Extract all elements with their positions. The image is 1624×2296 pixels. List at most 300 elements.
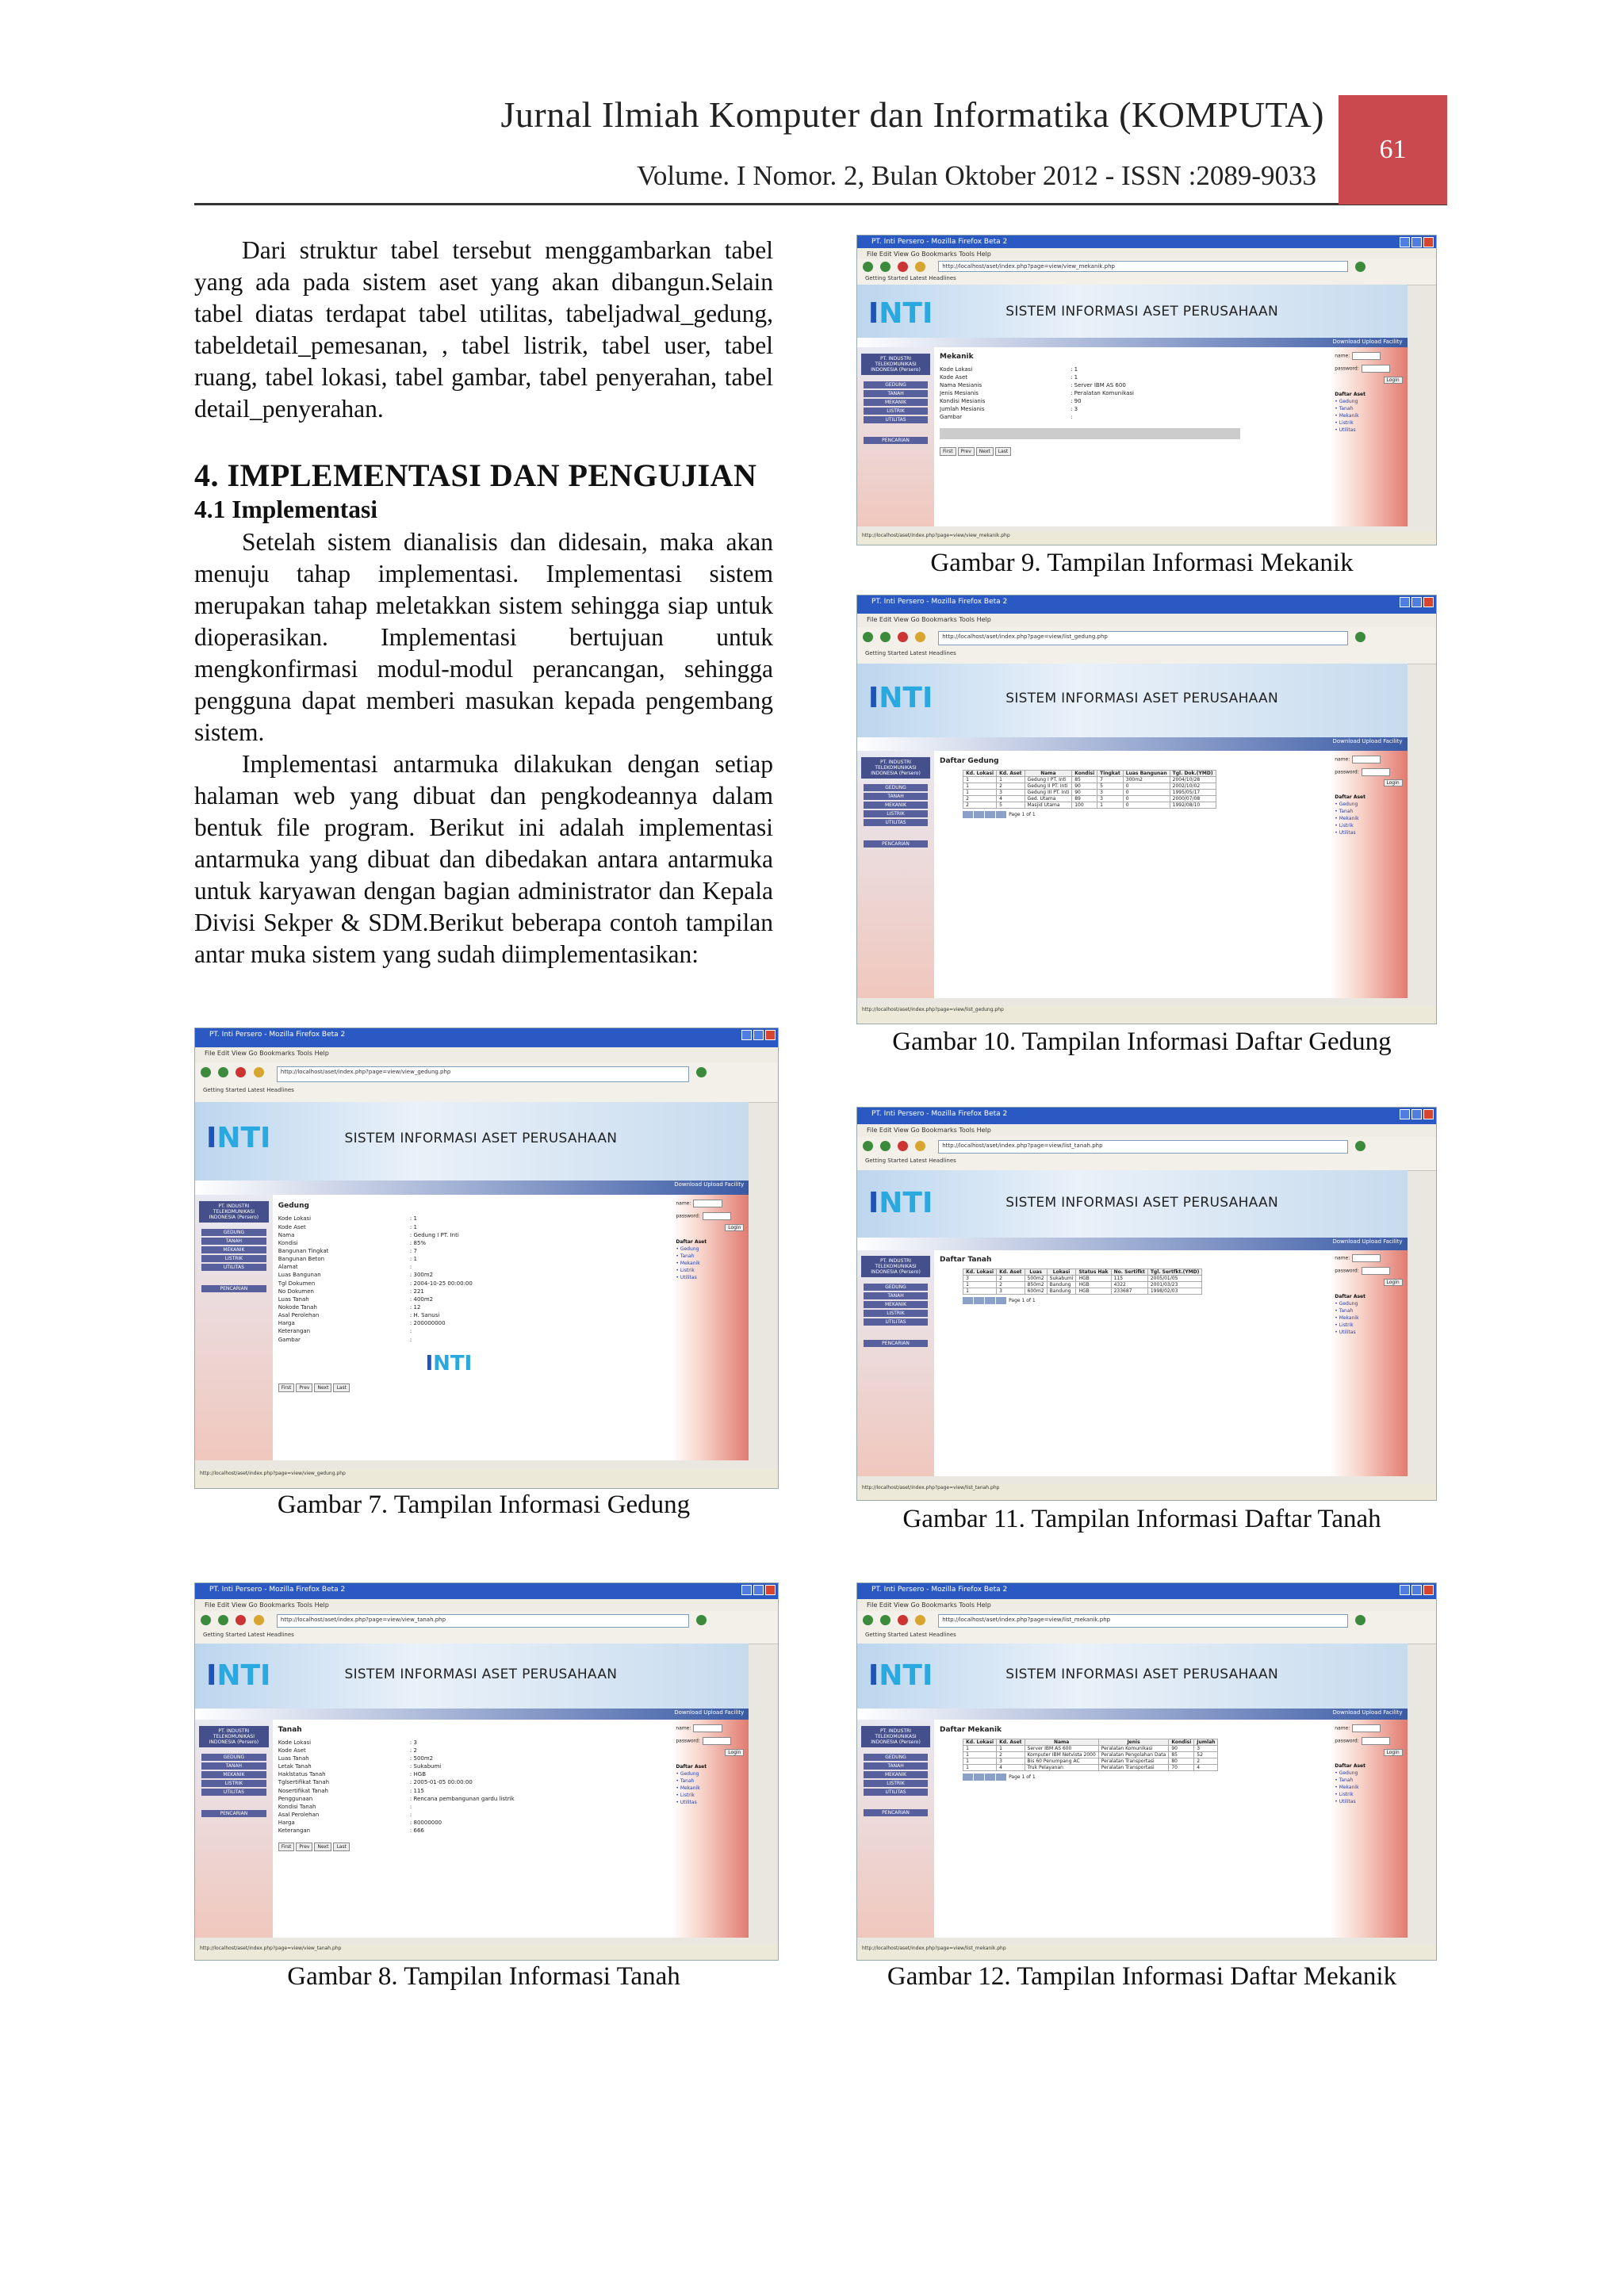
- nav-button[interactable]: First: [278, 1843, 295, 1851]
- side-menu-item[interactable]: PENCARIAN: [201, 1285, 266, 1292]
- company-label: PT. INDUSTRI TELEKOMUNIKASI INDONESIA (Persero): [861, 354, 930, 375]
- right-sidebar: [1330, 1720, 1407, 1937]
- back-icon[interactable]: [863, 632, 873, 642]
- side-menu-item[interactable]: PENCARIAN: [864, 840, 929, 848]
- home-icon[interactable]: [915, 632, 925, 642]
- menu-bar[interactable]: File Edit View Go Bookmarks Tools Help: [857, 1599, 1436, 1611]
- table-row[interactable]: [963, 1751, 1218, 1758]
- nav-button[interactable]: Last: [995, 447, 1012, 456]
- company-label: PT. INDUSTRI TELEKOMUNIKASI INDONESIA (Persero): [861, 1726, 930, 1747]
- forward-icon[interactable]: [880, 262, 891, 272]
- detail-row: Penggunaan : Rencana pembangunan gardu listrik: [278, 1795, 515, 1802]
- asset-list-link[interactable]: • Utilitas: [1335, 1329, 1356, 1335]
- side-menu-item[interactable]: UTILITAS: [864, 416, 929, 423]
- table-cell: 85: [1072, 777, 1097, 783]
- table-cell: 70: [1169, 1764, 1194, 1770]
- minimize-icon[interactable]: [1400, 1585, 1410, 1595]
- maximize-icon[interactable]: [1411, 1585, 1422, 1595]
- caption-fig7: Gambar 7. Tampilan Informasi Gedung: [277, 1490, 691, 1519]
- asset-list-link[interactable]: • Mekanik: [1335, 1785, 1359, 1791]
- bookmarks-bar[interactable]: Getting Started Latest Headlines: [857, 649, 1436, 664]
- main-content: [940, 757, 1324, 991]
- nav-button[interactable]: First: [940, 447, 956, 456]
- asset-list-link[interactable]: • Tanah: [676, 1777, 695, 1784]
- asset-list-link[interactable]: • Utilitas: [676, 1274, 697, 1280]
- address-bar[interactable]: http://localhost/aset/index.php?page=view/list_mekanik.php: [938, 1614, 1348, 1627]
- detail-row: Jenis Mesianis : Peralatan Komunikasi: [940, 389, 1135, 396]
- login-password-label: password:: [676, 1212, 744, 1220]
- site-banner: [195, 1644, 749, 1711]
- address-bar[interactable]: http://localhost/aset/index.php?page=view/view_mekanik.php: [938, 261, 1348, 272]
- table-header: Lokasi: [1047, 1269, 1076, 1276]
- detail-row: No Dokumen : 221: [278, 1288, 424, 1295]
- close-icon[interactable]: [1423, 237, 1434, 247]
- stop-icon[interactable]: [236, 1067, 246, 1077]
- content-heading: Daftar Tanah: [940, 1256, 992, 1265]
- side-menu-item[interactable]: LISTRIK: [864, 1780, 929, 1787]
- forward-icon[interactable]: [218, 1067, 228, 1077]
- facility-bar[interactable]: Download Upload Facility: [857, 338, 1408, 347]
- minimize-icon[interactable]: [1400, 237, 1410, 247]
- table-cell: 1: [963, 1288, 997, 1295]
- paragraph-1: Dari struktur tabel tersebut menggambarkan tabel yang ada pada sistem aset yang akan dibangun.Selain tabel diatas terdapat tabel utilitas, tabeljadwal_gedung, tabeldetail_pemesanan, , tabel listrik, tabel user, tabel ruang, tabel lokasi, tabel gambar, tabel penyerahan, tabel detail_penyerahan.: [194, 236, 773, 423]
- table-cell: 3: [1194, 1745, 1218, 1751]
- side-menu-item[interactable]: GEDUNG: [201, 1754, 266, 1761]
- table-cell: 2004/10/28: [1170, 777, 1216, 783]
- stop-icon[interactable]: [898, 1141, 908, 1151]
- pager-button[interactable]: [996, 1774, 1006, 1781]
- table-cell: 2: [997, 1751, 1025, 1758]
- maximize-icon[interactable]: [1411, 597, 1422, 607]
- forward-icon[interactable]: [880, 632, 891, 642]
- asset-list-link[interactable]: • Gedung: [1335, 398, 1358, 404]
- minimize-icon[interactable]: [1400, 597, 1410, 607]
- caption-fig10: Gambar 10. Tampilan Informasi Daftar Gedung: [892, 1027, 1392, 1056]
- asset-list-link[interactable]: • Listrik: [1335, 823, 1354, 829]
- table-row[interactable]: [963, 1282, 1202, 1288]
- side-menu-item[interactable]: TANAH: [864, 793, 929, 800]
- asset-list-link[interactable]: • Gedung: [676, 1770, 699, 1777]
- asset-list-link[interactable]: • Gedung: [1335, 802, 1358, 808]
- side-menu-item[interactable]: TANAH: [864, 390, 929, 397]
- journal-volume: Volume. I Nomor. 2, Bulan Oktober 2012 - ISSN :2089-9033: [637, 160, 1316, 191]
- login-name-input[interactable]: [1352, 756, 1381, 763]
- nav-button[interactable]: First: [278, 1383, 295, 1392]
- side-menu-item[interactable]: UTILITAS: [201, 1264, 266, 1271]
- back-icon[interactable]: [863, 1615, 873, 1625]
- table-row[interactable]: [963, 783, 1216, 790]
- side-menu-item[interactable]: PENCARIAN: [201, 1810, 266, 1817]
- asset-list-link[interactable]: • Tanah: [1335, 809, 1354, 815]
- detail-row: Haklstatus Tanah : HGB: [278, 1771, 426, 1778]
- close-icon[interactable]: [765, 1030, 776, 1040]
- maximize-icon[interactable]: [753, 1585, 764, 1595]
- close-icon[interactable]: [1423, 597, 1434, 607]
- login-name-input[interactable]: [693, 1724, 722, 1732]
- asset-list-link[interactable]: • Utilitas: [1335, 830, 1356, 836]
- login-name-label: name:: [676, 1724, 744, 1732]
- pager-button[interactable]: [963, 1297, 973, 1304]
- company-label: PT. INDUSTRI TELEKOMUNIKASI INDONESIA (Persero): [861, 1256, 930, 1277]
- right-sidebar: [1330, 347, 1407, 526]
- side-menu-item[interactable]: UTILITAS: [864, 1789, 929, 1796]
- asset-list-link[interactable]: • Tanah: [1335, 1777, 1354, 1784]
- asset-list-link[interactable]: • Utilitas: [1335, 1799, 1356, 1805]
- table-row[interactable]: [963, 1764, 1218, 1770]
- go-icon[interactable]: [696, 1067, 707, 1077]
- screenshot-fig7: [194, 1027, 779, 1489]
- login-password-label: password:: [1335, 768, 1402, 776]
- go-icon[interactable]: [1355, 1141, 1365, 1151]
- asset-list-link[interactable]: • Gedung: [1335, 1300, 1358, 1307]
- pager-button[interactable]: [963, 811, 973, 818]
- address-bar[interactable]: http://localhost/aset/index.php?page=view/list_gedung.php: [938, 631, 1348, 645]
- minimize-icon[interactable]: [741, 1585, 752, 1595]
- asset-list-link[interactable]: • Tanah: [676, 1253, 695, 1259]
- login-button[interactable]: Login: [1384, 377, 1403, 384]
- asset-list: Daftar Aset • Gedung • Tanah • Mekanik • Listrik • Utilitas: [676, 1238, 744, 1281]
- table-cell: HGB: [1076, 1288, 1111, 1295]
- pager-button[interactable]: [974, 1774, 984, 1781]
- side-menu-item[interactable]: TANAH: [864, 1292, 929, 1299]
- side-menu-item[interactable]: LISTRIK: [864, 408, 929, 415]
- asset-list-link[interactable]: • Mekanik: [1335, 412, 1359, 419]
- table-cell: 0: [1123, 796, 1170, 802]
- table-cell: 2: [997, 1276, 1025, 1282]
- side-menu-item[interactable]: UTILITAS: [864, 1318, 929, 1326]
- table-cell: Bandung: [1047, 1282, 1076, 1288]
- pager-button[interactable]: [996, 1297, 1006, 1304]
- content-heading: Mekanik: [940, 352, 974, 361]
- nav-button[interactable]: Prev: [296, 1383, 312, 1392]
- nav-button[interactable]: Last: [333, 1843, 350, 1851]
- back-icon[interactable]: [863, 262, 873, 272]
- close-icon[interactable]: [1423, 1109, 1434, 1119]
- side-menu-item[interactable]: MEKANIK: [864, 1301, 929, 1308]
- table-cell: 2000/07/08: [1170, 796, 1216, 802]
- table-cell: HGB: [1076, 1282, 1111, 1288]
- facility-bar[interactable]: Download Upload Facility: [195, 1181, 749, 1195]
- stop-icon[interactable]: [898, 632, 908, 642]
- asset-list-link[interactable]: • Listrik: [676, 1792, 695, 1798]
- table-cell: 90: [1169, 1745, 1194, 1751]
- login-name-input[interactable]: [1352, 1724, 1381, 1732]
- login-name-input[interactable]: [1352, 352, 1381, 360]
- side-menu-item[interactable]: MEKANIK: [201, 1771, 266, 1778]
- table-cell: 1: [963, 1282, 997, 1288]
- pager-button[interactable]: [974, 811, 984, 818]
- detail-row: Kode Aset : 1: [278, 1223, 417, 1230]
- side-menu-item[interactable]: TANAH: [201, 1762, 266, 1770]
- close-icon[interactable]: [765, 1585, 776, 1595]
- data-table: [963, 770, 1216, 809]
- detail-row: Nama : Gedung I PT. Inti: [278, 1231, 459, 1238]
- nav-button[interactable]: Next: [314, 1383, 331, 1392]
- login-button[interactable]: Login: [1384, 1279, 1403, 1286]
- side-menu-item[interactable]: LISTRIK: [201, 1255, 266, 1262]
- nav-button[interactable]: Next: [976, 447, 994, 456]
- detail-row: Kode Lokasi : 1: [278, 1215, 417, 1223]
- login-button[interactable]: Login: [725, 1224, 744, 1231]
- login-password-input[interactable]: [1362, 768, 1390, 776]
- asset-list-link[interactable]: • Mekanik: [1335, 1314, 1359, 1321]
- nav-button[interactable]: Prev: [296, 1843, 312, 1851]
- data-table: [963, 1269, 1202, 1295]
- left-sidebar: [857, 751, 934, 998]
- login-button[interactable]: Login: [1384, 779, 1403, 786]
- home-icon[interactable]: [915, 1141, 925, 1151]
- side-menu-item[interactable]: MEKANIK: [864, 802, 929, 809]
- pager-button[interactable]: [985, 1774, 995, 1781]
- menu-bar[interactable]: File Edit View Go Bookmarks Tools Help: [857, 614, 1436, 627]
- paragraph-3: Implementasi antarmuka dilakukan dengan setiap halaman web yang dibuat dan pengkodeannya dalam bentuk file program. Berikut ini adalah implementasi antarmuka yang dibuat dan dibedakan antara antarmuka untuk karyawan dengan bagian administrator dan Kepala Divisi Sekper & SDM.Berikut beberapa contoh tampilan antar muka sistem yang sudah diimplementasikan:: [194, 750, 773, 968]
- stop-icon[interactable]: [898, 262, 908, 272]
- table-cell: 4: [997, 1764, 1025, 1770]
- nav-button[interactable]: Next: [314, 1843, 331, 1851]
- asset-list: Daftar Aset • Gedung • Tanah • Mekanik • Listrik • Utilitas: [1335, 1293, 1402, 1336]
- asset-list-link[interactable]: • Mekanik: [676, 1785, 700, 1791]
- back-icon[interactable]: [201, 1615, 211, 1625]
- main-content: [278, 1726, 666, 1931]
- login-name-input[interactable]: [693, 1200, 722, 1207]
- address-bar[interactable]: http://localhost/aset/index.php?page=view/view_tanah.php: [277, 1614, 690, 1627]
- detail-row: Kode Aset : 1: [940, 373, 1078, 381]
- record-nav: [940, 447, 1324, 456]
- side-menu-item[interactable]: MEKANIK: [201, 1246, 266, 1253]
- side-menu-item[interactable]: PENCARIAN: [864, 1809, 929, 1816]
- go-icon[interactable]: [1355, 262, 1365, 272]
- login-name-label: name:: [1335, 1254, 1402, 1262]
- detail-row: Luas Bangunan : 300m2: [278, 1272, 434, 1279]
- login-password-label: password:: [1335, 365, 1402, 373]
- table-row[interactable]: [963, 1758, 1218, 1764]
- asset-list-link[interactable]: • Gedung: [1335, 1770, 1358, 1777]
- login-password-label: password:: [676, 1737, 744, 1745]
- table-header: Kd. Aset: [997, 771, 1025, 777]
- side-menu-item[interactable]: GEDUNG: [864, 1284, 929, 1291]
- close-icon[interactable]: [1423, 1585, 1434, 1595]
- right-sidebar: [672, 1720, 749, 1937]
- facility-bar[interactable]: Download Upload Facility: [857, 1709, 1408, 1720]
- address-bar[interactable]: http://localhost/aset/index.php?page=view/list_tanah.php: [938, 1140, 1348, 1154]
- table-cell: Bandung: [1047, 1288, 1076, 1295]
- forward-icon[interactable]: [880, 1615, 891, 1625]
- stop-icon[interactable]: [236, 1615, 246, 1625]
- menu-bar[interactable]: File Edit View Go Bookmarks Tools Help: [195, 1047, 778, 1062]
- maximize-icon[interactable]: [1411, 237, 1422, 247]
- side-menu-item[interactable]: TANAH: [864, 1762, 929, 1770]
- asset-list-link[interactable]: • Listrik: [676, 1267, 695, 1273]
- side-menu-item[interactable]: GEDUNG: [864, 1754, 929, 1761]
- asset-list-link[interactable]: • Listrik: [1335, 1792, 1354, 1798]
- asset-list-link[interactable]: • Tanah: [1335, 405, 1354, 411]
- content-heading: Tanah: [278, 1725, 302, 1734]
- back-icon[interactable]: [863, 1141, 873, 1151]
- forward-icon[interactable]: [880, 1141, 891, 1151]
- bookmarks-bar[interactable]: Getting Started Latest Headlines: [195, 1630, 778, 1644]
- back-icon[interactable]: [201, 1067, 211, 1077]
- asset-list: Daftar Aset • Gedung • Tanah • Mekanik • Listrik • Utilitas: [1335, 391, 1402, 434]
- table-cell: Server IBM AS 600: [1025, 1745, 1098, 1751]
- table-row[interactable]: [963, 796, 1216, 802]
- facility-bar[interactable]: Download Upload Facility: [857, 1238, 1408, 1249]
- table-cell: 80: [1169, 1758, 1194, 1764]
- menu-bar[interactable]: File Edit View Go Bookmarks Tools Help: [195, 1599, 778, 1611]
- side-menu-item[interactable]: UTILITAS: [864, 819, 929, 826]
- login-password-input[interactable]: [1362, 1737, 1390, 1745]
- login-password-input[interactable]: [1362, 365, 1390, 373]
- table-cell: 600m2: [1025, 1288, 1047, 1295]
- pager-button[interactable]: [985, 1297, 995, 1304]
- table-cell: Gedung III PT. Inti: [1025, 790, 1072, 796]
- pager: Page 1 of 1: [963, 1774, 1324, 1781]
- table-cell: 3: [997, 1758, 1025, 1764]
- minimize-icon[interactable]: [741, 1030, 752, 1040]
- side-menu-item[interactable]: TANAH: [201, 1238, 266, 1245]
- data-table: [963, 1739, 1218, 1771]
- forward-icon[interactable]: [218, 1615, 228, 1625]
- nav-button[interactable]: Prev: [958, 447, 975, 456]
- subsection-heading: 4.1 Implementasi: [194, 496, 377, 523]
- bookmarks-bar[interactable]: Getting Started Latest Headlines: [857, 274, 1436, 285]
- minimize-icon[interactable]: [1400, 1109, 1410, 1119]
- left-sidebar: [857, 347, 934, 526]
- side-menu-item[interactable]: PENCARIAN: [864, 437, 929, 444]
- facility-bar[interactable]: Download Upload Facility: [857, 737, 1408, 751]
- side-menu-item[interactable]: MEKANIK: [864, 399, 929, 406]
- table-cell: 85: [1169, 1751, 1194, 1758]
- caption-fig11: Gambar 11. Tampilan Informasi Daftar Tanah: [902, 1505, 1381, 1533]
- side-menu-item[interactable]: LISTRIK: [864, 1310, 929, 1317]
- detail-row: Kode Lokasi : 1: [940, 365, 1078, 373]
- table-row[interactable]: [963, 777, 1216, 783]
- asset-list-link[interactable]: • Utilitas: [676, 1799, 697, 1805]
- side-menu-item[interactable]: UTILITAS: [201, 1789, 266, 1796]
- content-heading: Daftar Gedung: [940, 757, 999, 766]
- site-title: SISTEM INFORMASI ASET PERUSAHAAN: [1005, 1194, 1278, 1211]
- asset-list-link[interactable]: • Listrik: [1335, 419, 1354, 426]
- table-row[interactable]: [963, 1745, 1218, 1751]
- asset-list-link[interactable]: • Utilitas: [1335, 427, 1356, 433]
- detail-row: Kondisi Tanah :: [278, 1803, 412, 1810]
- web-page: [857, 664, 1408, 997]
- side-menu-item[interactable]: LISTRIK: [201, 1780, 266, 1787]
- go-icon[interactable]: [696, 1615, 707, 1625]
- table-cell: 1: [1097, 802, 1124, 809]
- table-cell: 4: [1194, 1764, 1218, 1770]
- home-icon[interactable]: [915, 1615, 925, 1625]
- site-title: SISTEM INFORMASI ASET PERUSAHAAN: [344, 1667, 618, 1683]
- login-password-input[interactable]: [1362, 1267, 1390, 1275]
- table-cell: 4322: [1111, 1282, 1147, 1288]
- table-cell: 1998/02/03: [1147, 1288, 1202, 1295]
- table-cell: 500m2: [1025, 1276, 1047, 1282]
- pager-button[interactable]: [996, 811, 1006, 818]
- table-row[interactable]: [963, 1288, 1202, 1295]
- table-row[interactable]: [963, 790, 1216, 796]
- content-heading: Daftar Mekanik: [940, 1725, 1002, 1734]
- main-content: [940, 1726, 1324, 1931]
- side-menu-item[interactable]: LISTRIK: [864, 810, 929, 817]
- table-cell: Bis 60 Penumpang AC: [1025, 1758, 1098, 1764]
- facility-bar[interactable]: Download Upload Facility: [195, 1709, 749, 1720]
- paragraph-block: [194, 526, 773, 970]
- side-menu-item[interactable]: GEDUNG: [864, 381, 929, 388]
- go-icon[interactable]: [1355, 632, 1365, 642]
- table-cell: 3: [1097, 796, 1124, 802]
- address-bar[interactable]: http://localhost/aset/index.php?page=view/view_gedung.php: [277, 1066, 690, 1081]
- asset-list-link[interactable]: • Tanah: [1335, 1307, 1354, 1314]
- asset-list: Daftar Aset • Gedung • Tanah • Mekanik • Listrik • Utilitas: [1335, 794, 1402, 836]
- detail-fields: [278, 1739, 666, 1835]
- nav-button[interactable]: Last: [333, 1383, 350, 1392]
- asset-list-link[interactable]: • Mekanik: [1335, 816, 1359, 822]
- menu-bar[interactable]: File Edit View Go Bookmarks Tools Help: [857, 1124, 1436, 1137]
- detail-row: Kode Aset : 2: [278, 1747, 417, 1754]
- login-name-input[interactable]: [1352, 1254, 1381, 1262]
- detail-row: Asal Perolehan : H. Sanusi: [278, 1312, 440, 1319]
- asset-list: Daftar Aset • Gedung • Tanah • Mekanik • Listrik • Utilitas: [676, 1763, 744, 1806]
- table-cell: 300m2: [1123, 777, 1170, 783]
- maximize-icon[interactable]: [1411, 1109, 1422, 1119]
- table-cell: 1: [997, 777, 1025, 783]
- side-menu-item[interactable]: MEKANIK: [864, 1771, 929, 1778]
- bookmarks-bar[interactable]: Getting Started Latest Headlines: [857, 1156, 1436, 1171]
- table-header: Kd. Lokasi: [963, 771, 997, 777]
- detail-row: Tgl Dokumen : 2004-10-25 00:00:00: [278, 1280, 473, 1287]
- pager-button[interactable]: [963, 1774, 973, 1781]
- login-password-input[interactable]: [703, 1212, 731, 1220]
- asset-list-link[interactable]: • Mekanik: [676, 1260, 700, 1266]
- side-menu-item[interactable]: GEDUNG: [864, 784, 929, 791]
- home-icon[interactable]: [254, 1067, 264, 1077]
- pager-button[interactable]: [974, 1297, 984, 1304]
- login-button[interactable]: Login: [725, 1749, 744, 1756]
- home-icon[interactable]: [254, 1615, 264, 1625]
- asset-list-link[interactable]: • Listrik: [1335, 1322, 1354, 1328]
- navigation-toolbar: [857, 1611, 1436, 1631]
- side-menu-item[interactable]: GEDUNG: [201, 1229, 266, 1236]
- table-row[interactable]: [963, 1276, 1202, 1282]
- home-icon[interactable]: [915, 262, 925, 272]
- login-button[interactable]: Login: [1384, 1749, 1403, 1756]
- bookmarks-bar[interactable]: Getting Started Latest Headlines: [857, 1630, 1436, 1644]
- inti-logo: INTI: [868, 682, 933, 715]
- page-number: 61: [1339, 95, 1447, 205]
- table-cell: 3: [1097, 790, 1124, 796]
- caption-fig12: Gambar 12. Tampilan Informasi Daftar Mekanik: [887, 1962, 1397, 1991]
- screenshot-fig10: [856, 595, 1437, 1024]
- table-cell: 1: [963, 1758, 997, 1764]
- pager-button[interactable]: [985, 811, 995, 818]
- bookmarks-bar[interactable]: Getting Started Latest Headlines: [195, 1085, 778, 1103]
- go-icon[interactable]: [1355, 1615, 1365, 1625]
- table-row[interactable]: [963, 802, 1216, 809]
- asset-list-link[interactable]: • Gedung: [676, 1246, 699, 1252]
- table-header: Kd. Aset: [997, 1269, 1025, 1276]
- table-cell: 1: [963, 1764, 997, 1770]
- login-password-input[interactable]: [703, 1737, 731, 1745]
- login-name-label: name:: [1335, 1724, 1402, 1732]
- maximize-icon[interactable]: [753, 1030, 764, 1040]
- paragraph-2: Setelah sistem dianalisis dan didesain, maka akan menuju tahap implementasi. Implementasi sistem merupakan tahap meletakkan sistem sehingga siap untuk dioperasikan. Implementasi bertujuan untuk mengkonfirmasi modul-modul perancangan, sehingga pengguna dapat memberi masukan kepada pengembang sistem.: [194, 528, 773, 746]
- stop-icon[interactable]: [898, 1615, 908, 1625]
- table-cell: 1995/05/17: [1170, 790, 1216, 796]
- menu-bar[interactable]: File Edit View Go Bookmarks Tools Help: [857, 248, 1436, 258]
- table-header: Kd. Aset: [997, 1739, 1025, 1745]
- side-menu-item[interactable]: PENCARIAN: [864, 1340, 929, 1347]
- inti-logo: INTI: [868, 1659, 933, 1692]
